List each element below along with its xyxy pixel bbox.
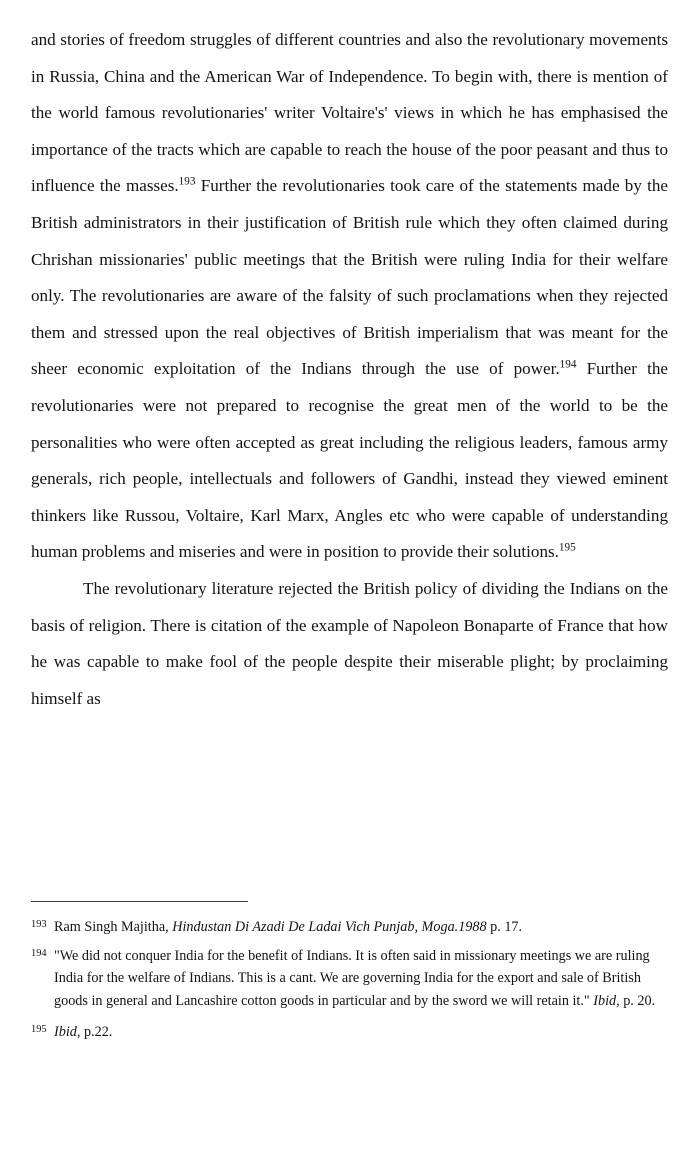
footnote-separator-rule — [31, 901, 248, 902]
footnote-193 — [31, 916, 668, 939]
italic-run: Ibid, — [54, 1024, 81, 1041]
footnote-194 — [31, 945, 668, 1013]
footnote-reference-194: 194 — [559, 358, 577, 371]
italic-run: Hindustan Di Azadi De Ladai Vich Punjab, Moga.1988 — [172, 919, 487, 935]
text-run: p. 17. — [486, 919, 523, 935]
footnote-reference-193: 193 — [178, 175, 196, 188]
text-run: Further the revolutionaries were not prepared to recognise the great men of the world to be the personalities who were often accepted as great including the religious leaders, famous army generals, rich people, intellectuals and followers of Gandhi, instead they viewed eminent thinkers like Russou, Voltaire, Karl Marx, Angles etc who were capable of understanding human problems and miseries and were in position to provide their solutions. — [31, 359, 668, 562]
text-run: p. 20. — [619, 992, 656, 1009]
footnote-section — [31, 901, 668, 1044]
footnote-reference-195: 195 — [558, 541, 576, 554]
footnote-marker-194: 194 — [31, 947, 47, 959]
text-run: "We did not conquer India for the benefit of Indians. It is often said in missionary meetings we are ruling India for the welfare of Indians. This is a cant. We are governing India for the export and sale of British goods in general and Lancashire cotton goods in particular and by the sword we will retain it." — [54, 947, 650, 1009]
text-run: Further the revolutionaries took care of the statements made by the British administrators in their justification of British rule which they often claimed during Chrishan missionaries' public meetings that the British were ruling India for their welfare only. The revolutionaries are aware of the falsity of such proclamations when they rejected them and stressed upon the real objectives of British imperialism that was meant for the sheer economic exploitation of the Indians through the use of power. — [31, 176, 668, 379]
footnote-195 — [31, 1021, 668, 1044]
text-run: p.22. — [80, 1024, 113, 1041]
paragraph-1 — [31, 22, 668, 571]
italic-run: Ibid, — [593, 992, 620, 1009]
text-run: and stories of freedom struggles of different countries and also the revolutionary movements in Russia, China and the American War of Independence. To begin with, there is mention of the world famous revolutionaries' writer Voltaire's' views in which he has emphasised the importance of the tracts which are capable to reach the house of the poor peasant and thus to influence the masses. — [31, 30, 668, 196]
body-text-column — [31, 22, 668, 717]
footnote-text-193 — [54, 919, 522, 935]
footnote-marker-195: 195 — [31, 1024, 47, 1036]
text-run: The revolutionary literature rejected the British policy of dividing the Indians on the basis of religion. There is citation of the example of Napoleon Bonaparte of France that how he was capable to make fool of the people despite their miserable plight; by proclaiming himself as — [31, 578, 668, 708]
footnote-text-194 — [54, 948, 655, 1009]
footnote-marker-193: 193 — [31, 919, 47, 930]
footnote-text-195 — [54, 1024, 112, 1040]
text-run: Ram Singh Majitha, — [54, 919, 173, 935]
paragraph-2 — [31, 571, 668, 717]
